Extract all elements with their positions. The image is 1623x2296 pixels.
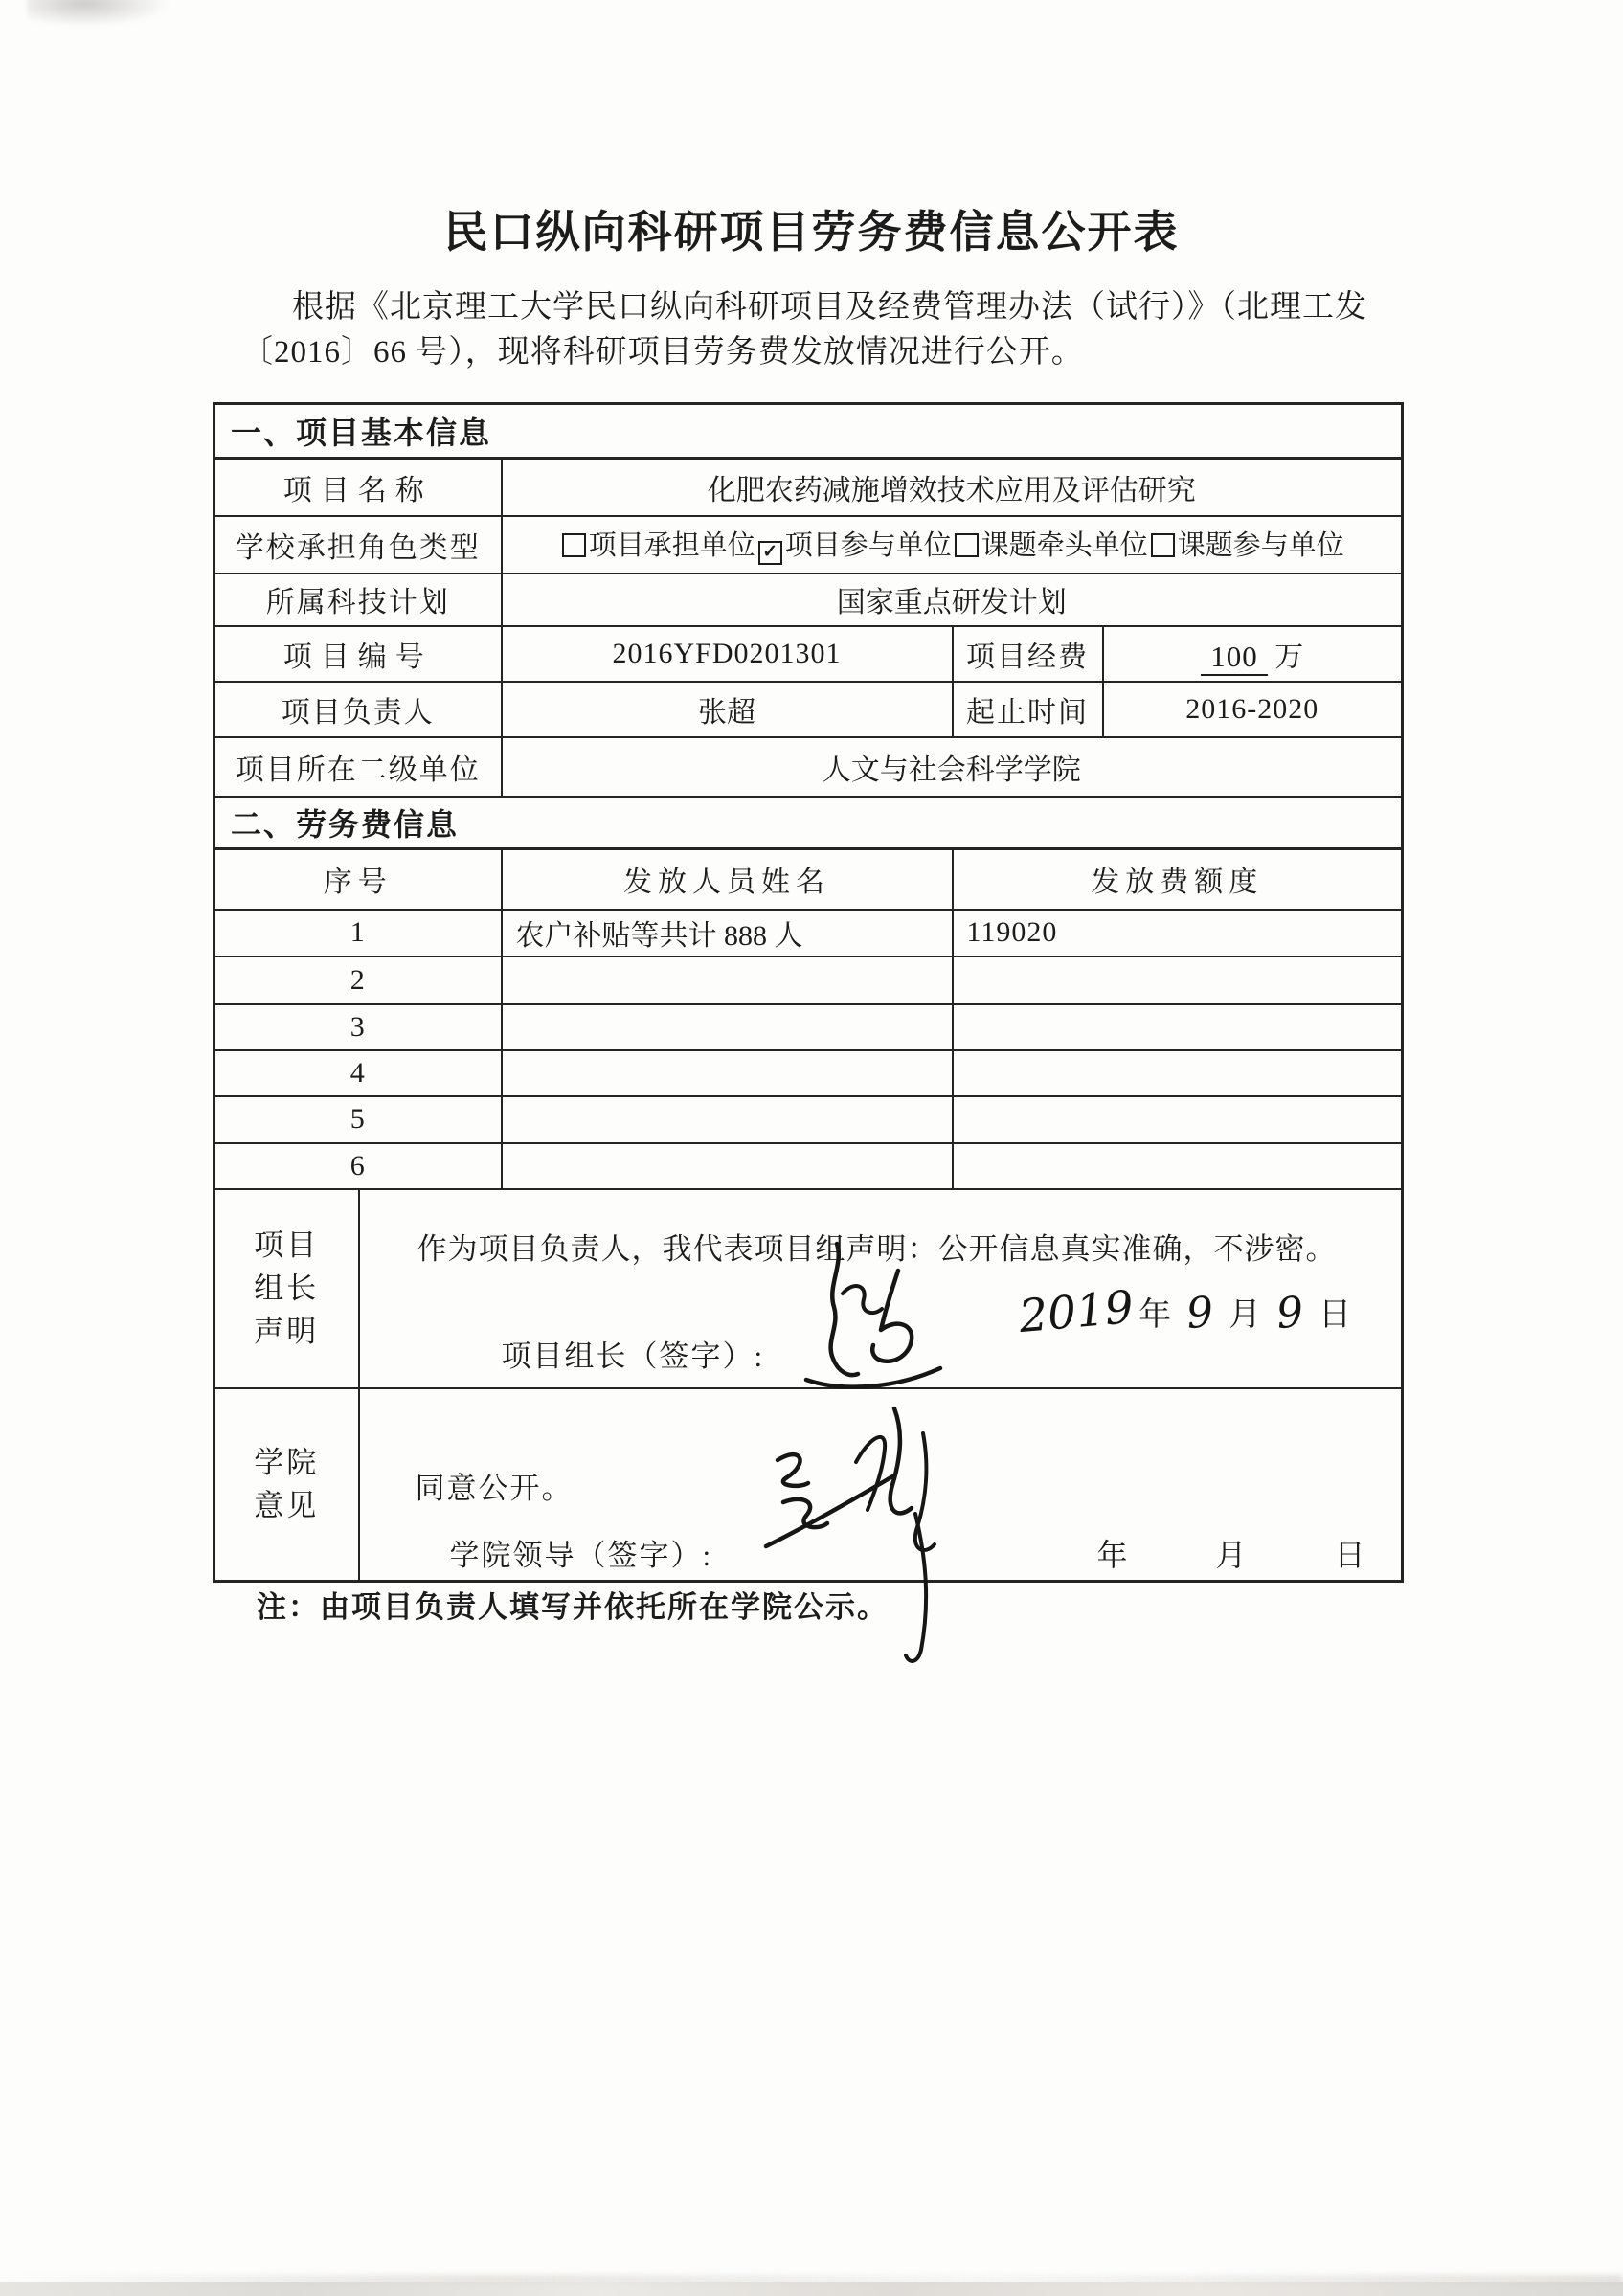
fund-value-cell [1103, 626, 1403, 682]
blank-year-unit: 年 [1096, 1537, 1128, 1572]
row1-name: 农户补贴等共计 888 人 [502, 910, 953, 957]
handwritten-year: 2019 [1016, 1280, 1136, 1343]
intro-paragraph-line2: 〔2016〕66 号），现将科研项目劳务费发放情况进行公开。 [241, 335, 1084, 370]
unit-row [214, 737, 1403, 797]
dean-sign-label: 学院领导（签字）: [449, 1538, 713, 1572]
role-option-4-label: 课题参与单位 [1177, 530, 1344, 561]
blank-month-unit: 月 [1215, 1537, 1247, 1572]
declaration-label-line3: 声明 [254, 1315, 320, 1348]
section2-header-row [214, 797, 1403, 849]
section1-header: 一、项目基本信息 [214, 404, 1403, 459]
fund-unit: 万 [1274, 641, 1304, 673]
table-row [214, 1004, 1403, 1050]
row4-amount [953, 1050, 1403, 1096]
row6-no: 6 [214, 1143, 502, 1189]
fund-amount: 100 [1201, 640, 1268, 676]
project-name-value: 化肥农药减施增效技术应用及评估研究 [502, 459, 1403, 516]
project-name-row [214, 459, 1403, 516]
pi-value: 张超 [502, 682, 953, 737]
row3-no: 3 [214, 1004, 502, 1050]
declaration-label [214, 1189, 359, 1388]
period-value: 2016-2020 [1103, 682, 1403, 737]
declaration-row [214, 1189, 1403, 1388]
checkbox-unchecked-icon [562, 533, 586, 557]
row5-no: 5 [214, 1096, 502, 1143]
row6-name [502, 1143, 953, 1189]
role-option-2-label: 项目参与单位 [784, 530, 952, 561]
opinion-date-blanks [1097, 1531, 1365, 1575]
intro-paragraph-line1: 根据《北京理工大学民口纵向科研项目及经费管理办法（试行）》（北理工发 [292, 290, 1367, 325]
section1-header-row [214, 404, 1403, 459]
disclosure-form-table [213, 402, 1404, 1583]
labor-fee-column-header-row [214, 849, 1403, 910]
page-title: 民口纵向科研项目劳务费信息公开表 [443, 207, 1180, 257]
row3-amount [953, 1004, 1403, 1050]
role-option-4 [1148, 530, 1344, 561]
row2-no: 2 [214, 957, 502, 1004]
row2-name [502, 957, 953, 1004]
opinion-content-cell [359, 1388, 1403, 1582]
role-type-row [214, 516, 1403, 574]
opinion-comment: 同意公开。 [415, 1471, 574, 1505]
footnote: 注：由项目负责人填写并依托所在学院公示。 [257, 1590, 889, 1624]
row1-amount: 119020 [953, 910, 1403, 957]
period-label: 起止时间 [953, 682, 1103, 737]
declaration-statement: 作为项目负责人，我代表项目组声明：公开信息真实准确，不涉密。 [417, 1231, 1337, 1266]
college-leader-signature [743, 1393, 968, 1680]
checkbox-unchecked-icon [955, 533, 979, 557]
project-number-value: 2016YFD0201301 [502, 626, 953, 682]
project-name-label: 项目名称 [214, 459, 502, 516]
row3-name [502, 1004, 953, 1050]
row2-amount [953, 957, 1403, 1004]
opinion-label-line1: 学院 [254, 1446, 320, 1480]
project-number-label: 项目编号 [214, 626, 502, 682]
checkbox-unchecked-icon [1151, 533, 1175, 557]
project-number-row [214, 626, 1403, 682]
opinion-row [214, 1388, 1403, 1582]
declaration-content-cell [359, 1189, 1403, 1388]
column-header-amount: 发放费额度 [953, 849, 1403, 910]
pi-label: 项目负责人 [214, 682, 502, 737]
plan-row [214, 574, 1403, 626]
role-option-3 [952, 530, 1148, 561]
row5-amount [953, 1096, 1403, 1143]
role-option-1-label: 项目承担单位 [588, 530, 755, 561]
handwritten-day: 9 [1274, 1287, 1306, 1339]
handwritten-month: 9 [1184, 1287, 1216, 1339]
year-unit: 年 [1138, 1296, 1172, 1333]
role-option-2 [755, 530, 952, 561]
role-option-3-label: 课题牵头单位 [981, 530, 1148, 561]
leader-sign-label: 项目组长（签字）: [501, 1339, 765, 1373]
table-row [214, 1096, 1403, 1143]
scan-edge-strip [0, 2282, 1623, 2296]
row1-no: 1 [214, 910, 502, 957]
column-header-no: 序号 [214, 849, 502, 910]
opinion-label-line2: 意见 [254, 1489, 320, 1523]
section2-header: 二、劳务费信息 [214, 797, 1403, 849]
row5-name [502, 1096, 953, 1143]
day-unit: 日 [1319, 1296, 1352, 1333]
table-row [214, 910, 1403, 957]
fund-label: 项目经费 [953, 626, 1103, 682]
column-header-name: 发放人员姓名 [502, 849, 953, 910]
scan-smudge-top-left [27, 0, 170, 27]
table-row [214, 1050, 1403, 1096]
table-row [214, 957, 1403, 1004]
row6-amount [953, 1143, 1403, 1189]
row4-name [502, 1050, 953, 1096]
declaration-date [1016, 1280, 1358, 1343]
month-unit: 月 [1229, 1296, 1262, 1333]
role-option-1 [559, 530, 755, 561]
row4-no: 4 [214, 1050, 502, 1096]
pi-row [214, 682, 1403, 737]
blank-day-unit: 日 [1334, 1537, 1365, 1572]
role-type-options [502, 516, 1403, 574]
plan-label: 所属科技计划 [214, 574, 502, 626]
role-type-label: 学校承担角色类型 [214, 516, 502, 574]
plan-value: 国家重点研发计划 [502, 574, 1403, 626]
unit-value: 人文与社会科学学院 [502, 737, 1403, 797]
checkbox-checked-icon: ✓ [758, 541, 782, 565]
unit-label: 项目所在二级单位 [214, 737, 502, 797]
table-row [214, 1143, 1403, 1189]
opinion-label [214, 1388, 359, 1582]
declaration-label-line1: 项目 [254, 1228, 320, 1262]
declaration-label-line2: 组长 [254, 1272, 320, 1305]
